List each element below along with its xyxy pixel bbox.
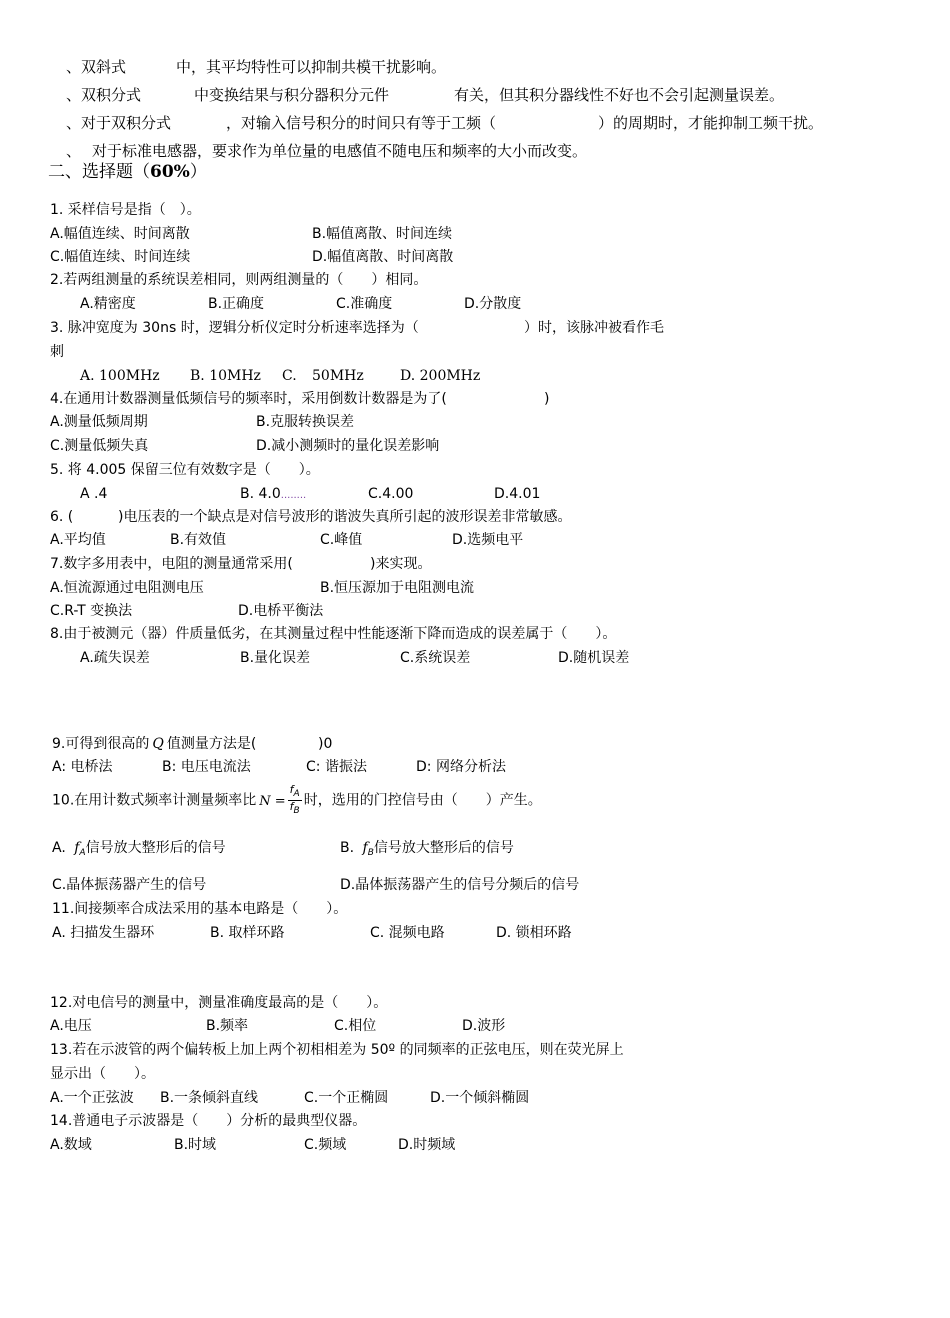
q8-option-c: C.系统误差 — [400, 650, 471, 666]
q12-option-b: B.频率 — [206, 1018, 249, 1034]
q12-option-a: A.电压 — [50, 1018, 92, 1034]
q5-option-b: B. 4.0........ — [240, 486, 307, 502]
q2-option-d: D.分散度 — [464, 296, 522, 312]
q10-option-d: D.晶体振荡器产生的信号分频后的信号 — [340, 877, 580, 893]
q4-option-d: D.减小测频时的量化误差影响 — [256, 438, 440, 454]
q14-option-a: A.数域 — [50, 1137, 92, 1153]
q4-option-b: B.克服转换误差 — [256, 414, 355, 430]
question-11-stem: 11.间接频率合成法采用的基本电路是（ ）。 — [52, 901, 348, 917]
question-3-stem: 3. 脉冲宽度为 30ns 时，逻辑分析仪定时分析速率选择为（ ）时，该脉冲被看作毛 — [50, 320, 664, 336]
q7-option-b: B.恒压源加于电阻测电流 — [320, 580, 475, 596]
question-2-stem: 2.若两组测量的系统误差相同，则两组测量的（ ）相同。 — [50, 272, 428, 288]
question-13-stem: 13.若在示波管的两个偏转板上加上两个初相相差为 50º 的同频率的正弦电压，则在荧光屏上 — [50, 1042, 624, 1058]
q6-option-d: D.选频电平 — [452, 532, 524, 548]
q12-option-d: D.波形 — [462, 1018, 506, 1034]
q3-option-d: D. 200MHz — [400, 368, 481, 384]
question-7-stem: 7.数字多用表中，电阻的测量通常采用( )来实现。 — [50, 556, 432, 572]
q12-option-c: C.相位 — [334, 1018, 377, 1034]
q13-option-c: C.一个正椭圆 — [304, 1090, 389, 1106]
q10-option-b: B. $f_B$信号放大整形后的信号 — [340, 840, 514, 858]
judgment-item-4: 、 对于标准电感器，要求作为单位量的电感值不随电压和频率的大小而改变。 — [66, 142, 588, 160]
q11-option-c: C. 混频电路 — [370, 925, 445, 941]
q7-option-a: A.恒流源通过电阻测电压 — [50, 580, 204, 596]
q3-option-b: B. 10MHz — [190, 368, 261, 384]
q6-option-b: B.有效值 — [170, 532, 227, 548]
question-13-stem-cont: 显示出（ ）。 — [50, 1066, 155, 1082]
frequency-ratio-fraction: $\frac{f_A}{f_B}$ — [289, 783, 300, 816]
q14-option-c: C.频域 — [304, 1137, 347, 1153]
q14-option-b: B.时域 — [174, 1137, 217, 1153]
question-10-stem: 10.在用计数式频率计测量频率比 N = $\frac{f_A}{f_B}$ 时，选用的门控信号由（ ）产生。 — [52, 783, 542, 816]
q1-option-c: C.幅值连续、时间连续 — [50, 249, 191, 265]
dotted-mark: ........ — [280, 490, 307, 501]
q10-option-a: A. $f_A$信号放大整形后的信号 — [52, 840, 226, 858]
q1-option-d: D.幅值离散、时间离散 — [312, 249, 454, 265]
q13-option-a: A.一个正弦波 — [50, 1090, 134, 1106]
q13-option-d: D.一个倾斜椭圆 — [430, 1090, 530, 1106]
question-9-stem: 9.可得到很高的 Q 值测量方法是( )0 — [52, 736, 333, 752]
q6-option-a: A.平均值 — [50, 532, 106, 548]
judgment-item-3: 、对于双积分式 ，对输入信号积分的时间只有等于工频（ ）的周期时，才能抑制工频干扰。 — [66, 114, 824, 132]
question-1-stem: 1. 采样信号是指（ ）。 — [50, 202, 201, 218]
q2-option-c: C.准确度 — [336, 296, 393, 312]
question-12-stem: 12.对电信号的测量中，测量准确度最高的是（ ）。 — [50, 995, 388, 1011]
q8-option-d: D.随机误差 — [558, 650, 630, 666]
q2-option-b: B.正确度 — [208, 296, 265, 312]
q5-option-a: A .4 — [80, 486, 108, 502]
q7-option-c: C.R-T 变换法 — [50, 603, 133, 619]
q9-option-b: B: 电压电流法 — [162, 759, 251, 775]
q8-option-b: B.量化误差 — [240, 650, 311, 666]
q3-option-a: A. 100MHz — [80, 368, 160, 384]
question-5-stem: 5. 将 4.005 保留三位有效数字是（ ）。 — [50, 462, 320, 478]
q1-option-a: A.幅值连续、时间离散 — [50, 226, 190, 242]
judgment-item-1: 、双斜式 中，其平均特性可以抑制共模干扰影响。 — [66, 58, 447, 76]
q11-option-a: A. 扫描发生器环 — [52, 925, 155, 941]
q9-option-c: C: 谐振法 — [306, 759, 367, 775]
q3-option-c: C. 50MHz — [282, 368, 364, 384]
q4-option-c: C.测量低频失真 — [50, 438, 149, 454]
q8-option-a: A.疏失误差 — [80, 650, 150, 666]
section-heading: 二、选择题（60%） — [48, 162, 207, 182]
q9-option-a: A: 电桥法 — [52, 759, 113, 775]
question-4-stem: 4.在通用计数器测量低频信号的频率时，采用倒数计数器是为了( ) — [50, 391, 550, 407]
q11-option-b: B. 取样环路 — [210, 925, 285, 941]
q5-option-c: C.4.00 — [368, 486, 414, 502]
q1-option-b: B.幅值离散、时间连续 — [312, 226, 453, 242]
question-8-stem: 8.由于被测元（器）件质量低劣，在其测量过程中性能逐渐下降而造成的误差属于（ ）。 — [50, 626, 617, 642]
q11-option-d: D. 锁相环路 — [496, 925, 572, 941]
question-14-stem: 14.普通电子示波器是（ ）分析的最典型仪器。 — [50, 1113, 367, 1129]
q7-option-d: D.电桥平衡法 — [238, 603, 324, 619]
q4-option-a: A.测量低频周期 — [50, 414, 148, 430]
q9-option-d: D: 网络分析法 — [416, 759, 506, 775]
q6-option-c: C.峰值 — [320, 532, 363, 548]
question-6-stem: 6. ( )电压表的一个缺点是对信号波形的谐波失真所引起的波形误差非常敏感。 — [50, 509, 572, 525]
q14-option-d: D.时频域 — [398, 1137, 456, 1153]
q13-option-b: B.一条倾斜直线 — [160, 1090, 259, 1106]
q5-option-d: D.4.01 — [494, 486, 541, 502]
judgment-item-2: 、双积分式 中变换结果与积分器积分元件 有关，但其积分器线性不好也不会引起测量误差。 — [66, 86, 785, 104]
question-3-stem-cont: 刺 — [50, 344, 64, 360]
q10-option-c: C.晶体振荡器产生的信号 — [52, 877, 207, 893]
q2-option-a: A.精密度 — [80, 296, 136, 312]
